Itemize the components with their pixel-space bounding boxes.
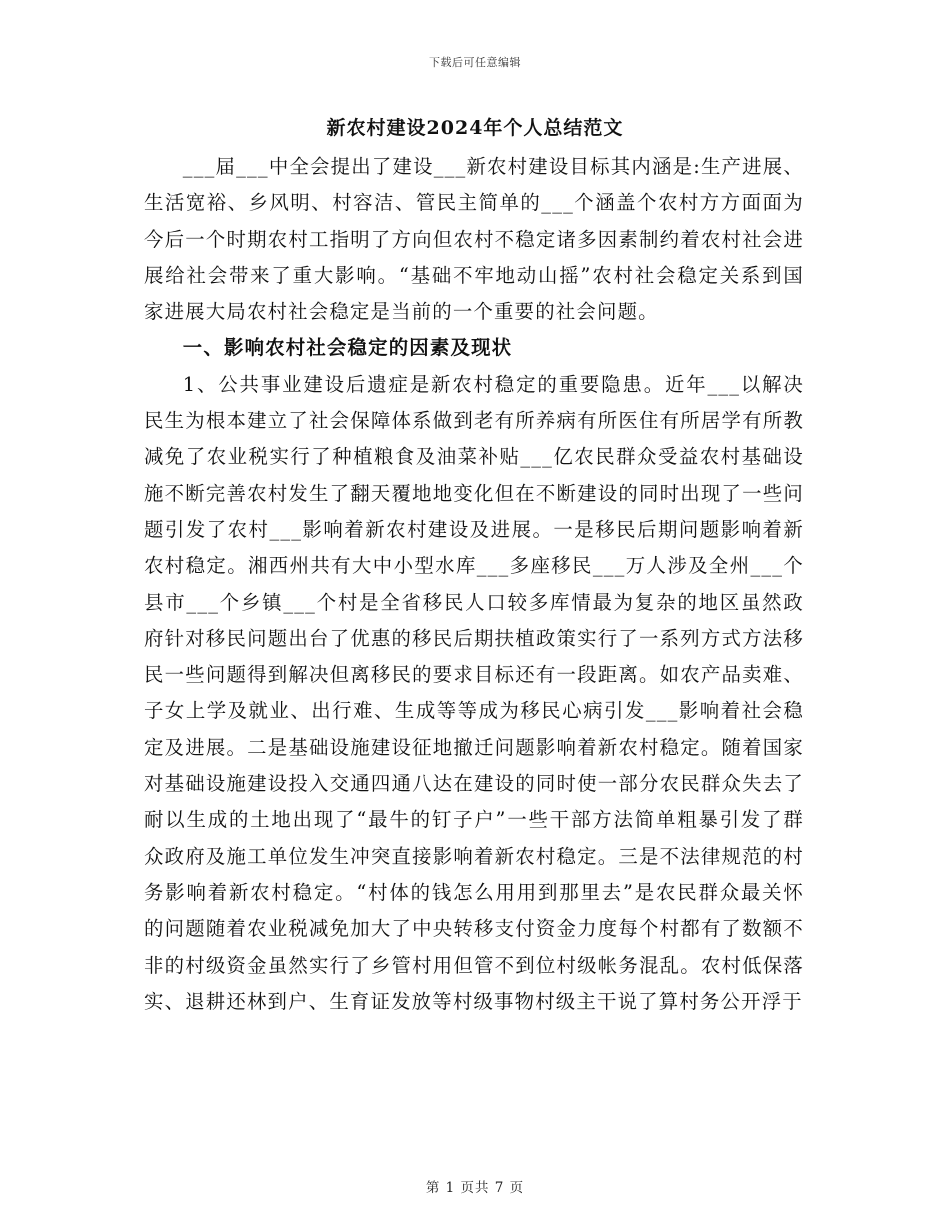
page-header-note: 下载后可任意编辑 [429, 56, 521, 69]
intro-paragraph: ___届___中全会提出了建设___新农村建设目标其内涵是:生产进展、生活宽裕、乡风明、村容洁、管民主简单的___个涵盖个农村方方面面为今后一个时期农村工指明了方向但农村不稳定诸多因素制约着农村社会进展给社会带来了重大影响。“基础不牢地动山摇”农村社会稳定关系到国家进展大局农村社会稳定是当前的一个重要的社会问题。 [144, 155, 804, 324]
document-title: 新农村建设2024年个人总结范文 [326, 117, 624, 139]
page-number-footer: 第 1 页共 7 页 [425, 1180, 525, 1196]
document-body [144, 149, 804, 1020]
body-paragraph: 1、公共事业建设后遗症是新农村稳定的重要隐患。近年___以解决民生为根本建立了社会保障体系做到老有所养病有所医住有所居学有所教减免了农业税实行了种植粮食及油菜补贴___亿农民群众受益农村基础设施不断完善农村发生了翻天覆地地变化但在不断建设的同时出现了一些问题引发了农村___影响着新农村建设及进展。一是移民后期问题影响着新农村稳定。湘西州共有大中小型水库___多座移民___万人涉及全州___个县市___个乡镇___个村是全省移民人口较多库情最为复杂的地区虽然政府针对移民问题出台了优惠的移民后期扶植政策实行了一系列方式方法移民一些问题得到解决但离移民的要求目标还有一段距离。如农产品卖难、子女上学及就业、出行难、生成等等成为移民心病引发___影响着社会稳定及进展。二是基础设施建设征地撤迁问题影响着新农村稳定。随着国家对基础设施建设投入交通四通八达在建设的同时使一部分农民群众失去了耐以生成的土地出现了“最牛的钉子户”一些干部方法简单粗暴引发了群众政府及施工单位发生冲突直接影响着新农村稳定。三是不法律规范的村务影响着新农村稳定。“村体的钱怎么用用到那里去”是农民群众最关怀的问题随着农业税减免加大了中央转移支付资金力度每个村都有了数额不非的村级资金虽然实行了乡管村用但管不到位村级帐务混乱。农村低保落实、退耕还林到户、生育证发放等村级事物村级主干说了算村务公开浮于 [144, 372, 804, 1013]
section-heading: 一、影响农村社会稳定的因素及现状 [182, 336, 513, 360]
